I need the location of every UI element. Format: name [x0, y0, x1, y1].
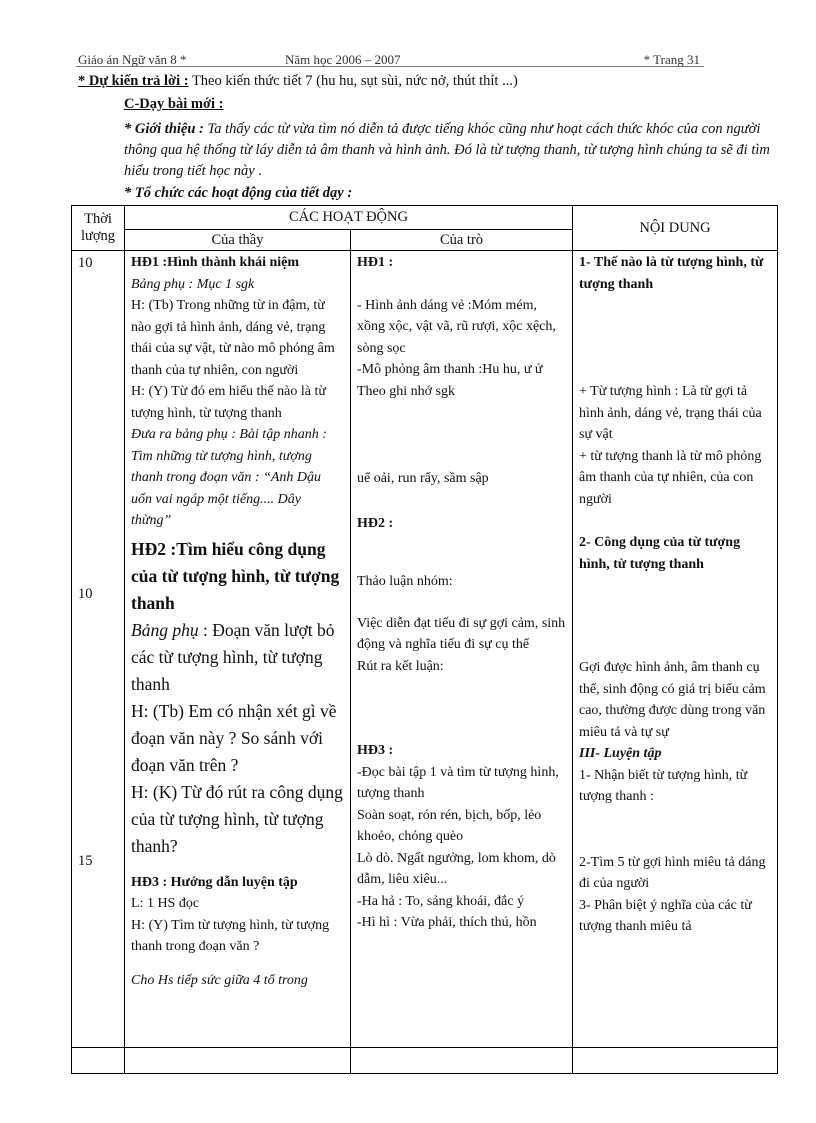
- activities-heading: * Tổ chức các hoạt động của tiết dạy :: [124, 185, 353, 201]
- content-section-1: 1- Thế nào là từ tượng hình, từ tượng thanh: [579, 255, 764, 292]
- expected-answer: [78, 73, 518, 90]
- content-exercise-3: 3- Phân biệt ý nghĩa của các từ tượng thanh miêu tả: [579, 897, 752, 934]
- hd2-question-1: H: (Tb) Em có nhận xét gì về đoạn văn này ? So sánh với đoạn văn trên ?: [131, 700, 337, 775]
- student-answer-2: -Mô phỏng âm thanh :Hu hu, ư ử: [357, 362, 543, 377]
- introduction-paragraph: [124, 119, 784, 182]
- student-exercise-3: Lò dò. Ngất ngưởng, lom khom, dò dẫm, liêu xiêu...: [357, 850, 556, 887]
- teacher-column: [125, 251, 351, 1074]
- student-discussion: Thảo luận nhóm:: [357, 574, 453, 589]
- content-exercise-1: 1- Nhận biết từ tượng hình, từ tượng thanh :: [579, 767, 748, 804]
- header-center: Năm học 2006 – 2007: [285, 52, 401, 67]
- student-answer-b2: Việc diễn đạt tiếu đi sự gợi cảm, sinh động và nghĩa tiếu đi sự cụ thể: [357, 615, 566, 652]
- student-hd3: HĐ3 :: [357, 743, 394, 758]
- hd2-question-2: H: (K) Từ đó rút ra công dụng của từ tượng hình, từ tượng thanh?: [131, 781, 343, 856]
- student-exercise-1: -Đọc bài tập 1 và tìm từ tượng hình, tượng thanh: [357, 764, 559, 801]
- teacher-header: Của thầy: [125, 230, 351, 251]
- student-exercise-2: Soàn soạt, rón rén, bịch, bốp, lẻo khoẻo, chỏng quèo: [357, 807, 542, 844]
- student-hd1: HĐ1 :: [357, 255, 394, 270]
- student-conclusion: Rút ra kết luận:: [357, 658, 444, 674]
- time-hd2: 10: [78, 586, 93, 602]
- hd3-title: HĐ3 : Hướng dẫn luyện tập: [131, 874, 298, 890]
- hd3-question: H: (Y) Tìm từ tượng hình, từ tượng thanh trong đoạn văn ?: [131, 917, 330, 954]
- student-column: [351, 251, 573, 1074]
- content-section-2: 2- Công dụng của từ tượng hình, từ tượng thanh: [579, 535, 741, 572]
- hd1-title: HĐ1 :Hình thành khái niệm: [131, 255, 300, 270]
- student-exercise-5: -Hì hì : Vừa phải, thích thú, hồn: [357, 915, 537, 930]
- time-column: [72, 251, 125, 1074]
- time-header: Thời lượng: [72, 206, 125, 251]
- header-right: * Trang 31: [643, 52, 700, 67]
- student-answer-3: Theo ghi nhớ sgk: [357, 383, 456, 399]
- time-hd3: 15: [78, 853, 93, 869]
- hd3-student-read: L: 1 HS đọc: [131, 896, 200, 911]
- gioithieu-label: * Giới thiệu :: [124, 121, 204, 137]
- hd1-exercise: Đưa ra bảng phụ : Bài tập nhanh : Tìm những từ tượng hình, tượng thanh trong đoạn văn : “Anh Dậu uốn vai ngáp một tiếng.... Dây thừng”: [131, 427, 327, 528]
- student-exercise-4: -Ha hả : To, sảng khoái, đắc ý: [357, 893, 525, 909]
- activities-header: CÁC HOẠT ĐỘNG: [125, 206, 573, 230]
- hd2-title: HĐ2 :Tìm hiểu công dụng của từ tượng hình, từ tượng thanh: [131, 538, 340, 613]
- expected-label: * Dự kiến trả lời :: [78, 73, 189, 89]
- content-definition-2: + từ tượng thanh là từ mô phỏng âm thanh của tự nhiên, của con người: [579, 448, 762, 507]
- content-section-3: III- Luyện tập: [579, 746, 662, 761]
- gioithieu-text: Ta thấy các từ vừa tìm nó diễn tả được tiếng khóc cũng như hoạt cách thức khóc của con người thông qua hệ thống từ láy diễn tả âm thanh và hình ảnh. Đó là từ tượng thanh, từ tượng hình chúng ta sẽ đi tìm hiểu trong tiết học này .: [124, 121, 770, 179]
- hd1-board: Bảng phụ : Mục 1 sgk: [131, 276, 255, 292]
- student-header: Của trò: [351, 230, 573, 251]
- lesson-table: [71, 205, 778, 1074]
- student-answer-4: uể oải, run rẩy, sầm sập: [357, 471, 489, 486]
- time-hd1: 10: [78, 255, 93, 271]
- student-answer-1: - Hình ảnh dáng vẻ :Móm mém, xồng xộc, vật vã, rũ rượi, xộc xệch, sòng sọc: [357, 297, 556, 356]
- expected-text: Theo kiến thức tiết 7 (hu hu, sụt sùi, nức nở, thút thít ...): [188, 73, 518, 89]
- content-header: NỘI DUNG: [573, 206, 778, 251]
- hd3-note: Cho Hs tiếp sức giữa 4 tổ trong: [131, 972, 308, 988]
- content-exercise-2: 2-Tìm 5 từ gợi hình miêu tả dáng đi của người: [579, 854, 766, 891]
- section-title: C-Dạy bài mới :: [124, 96, 224, 112]
- hd1-question-2: H: (Y) Từ đó em hiểu thế nào là từ tượng hình, từ tượng thanh: [131, 384, 326, 421]
- student-hd2: HĐ2 :: [357, 515, 394, 531]
- footer-rule: [71, 1047, 777, 1048]
- hd2-board: Bảng phụ : Đoạn văn lượt bỏ các từ tượng hình, từ tượng thanh: [131, 619, 335, 694]
- header-left: Giáo án Ngữ văn 8 *: [78, 52, 187, 67]
- content-usage: Gợi được hình ảnh, âm thanh cụ thể, sinh động có giá trị biểu cảm cao, thường được dùng trong văn miêu tả và tự sự: [579, 660, 766, 740]
- content-definition-1: + Từ tượng hình : Là từ gợi tả hình ảnh, dáng vẻ, trạng thái của sự vật: [579, 384, 762, 442]
- header-rule: [76, 66, 704, 67]
- hd1-question-1: H: (Tb) Trong những từ in đậm, từ nào gợi tả hình ảnh, dáng vẻ, trạng thái của sự vật, từ nào mô phỏng âm thanh của tự nhiên, con người: [131, 298, 335, 378]
- content-column: [573, 251, 778, 1074]
